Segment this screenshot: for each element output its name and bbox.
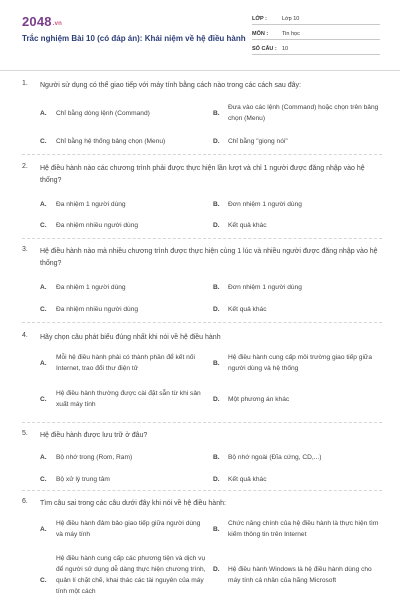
option-text: Một phương án khác	[228, 396, 290, 403]
option-text: Hệ điều hành đảm bảo giao tiếp giữa người dùng và máy tính	[56, 520, 201, 538]
option-letter: A.	[40, 201, 47, 208]
question-number: 6.	[22, 498, 28, 505]
meta-info	[252, 12, 380, 57]
meta-row-class	[252, 12, 380, 25]
option-letter: D.	[213, 396, 220, 403]
option-letter: A.	[40, 110, 47, 117]
option-text: Kết quả khác	[228, 476, 267, 483]
question-number: 5.	[22, 430, 28, 437]
question-divider	[22, 154, 382, 155]
option-text: Hệ điều hành Windows là hệ điều hành dùng cho máy tính cá nhân của hãng Microsoft	[228, 566, 372, 584]
question-text: Hãy chọn câu phát biểu đúng nhất khi nói về hệ điều hành	[40, 334, 221, 341]
question-text: Hệ điều hành nào các chương trình phải được thực hiện lần lượt và chỉ 1 người được đăng nhập vào hệ thống?	[40, 165, 365, 184]
meta-label: MÔN :	[252, 31, 269, 37]
option-letter: D.	[213, 566, 220, 573]
option-text: Bộ xử lý trung tâm	[56, 476, 110, 483]
question-number: 2.	[22, 163, 28, 170]
question-text: Hệ điều hành nào mà nhiều chương trình được thực hiện cùng 1 lúc và nhiều người được đăng nhập vào hệ thống?	[40, 248, 378, 267]
question-number: 1.	[22, 80, 28, 87]
option-letter: B.	[213, 110, 220, 117]
option-letter: D.	[213, 222, 220, 229]
option-letter: C.	[40, 222, 47, 229]
option-text: Hệ điều hành cung cấp môi trường giao tiếp giữa người dùng và hệ thống	[228, 354, 373, 372]
option-letter: C.	[40, 396, 47, 403]
option-letter: D.	[213, 306, 220, 313]
option-letter: B.	[213, 284, 220, 291]
option-letter: B.	[213, 201, 220, 208]
option-text: Chỉ bằng dòng lệnh (Command)	[56, 110, 150, 117]
option-letter: C.	[40, 577, 47, 584]
option-letter: A.	[40, 284, 47, 291]
option-text: Đa nhiệm 1 người dùng	[56, 284, 126, 291]
option-text: Đưa vào các lệnh (Command) hoặc chọn trên bảng chọn (Menu)	[228, 104, 379, 122]
option-text: Đa nhiệm nhiều người dùng	[56, 306, 139, 313]
option-letter: D.	[213, 476, 220, 483]
option-letter: D.	[213, 138, 220, 145]
question-text: Hệ điều hành được lưu trữ ở đâu?	[40, 432, 148, 439]
site-logo[interactable]	[22, 14, 62, 29]
meta-value: 10	[282, 46, 289, 52]
option-text: Đa nhiệm nhiều người dùng	[56, 222, 139, 229]
logo-text[interactable]: 2048	[22, 14, 52, 29]
option-text: Hệ điều hành cung cấp các phương tiện và dịch vụ để người sử dụng dễ dàng thực hiện chương trình, quản lí chặt chẽ, khai thác các tài nguyên của máy tính một cách	[56, 555, 206, 595]
option-text: Kết quả khác	[228, 306, 267, 313]
option-text: Chỉ bằng "giọng nói"	[228, 138, 288, 145]
option-text: Đơn nhiệm 1 người dùng	[228, 284, 302, 291]
meta-value: Tin học	[282, 31, 300, 37]
option-text: Chức năng chính của hệ điều hành là thực hiện tìm kiếm thông tin trên Internet	[228, 520, 379, 538]
logo-suffix[interactable]: .vn	[52, 21, 63, 27]
option-letter: A.	[40, 526, 47, 533]
document-title: Trắc nghiệm Bài 10 (có đáp án): Khái niệm về hệ điều hành	[22, 34, 246, 43]
header-divider	[0, 70, 400, 71]
option-letter: C.	[40, 306, 47, 313]
option-text: Chỉ bằng hệ thống bảng chọn (Menu)	[56, 138, 166, 145]
option-text: Mỗi hệ điều hành phải có thành phần để kết nối Internet, trao đổi thư điện tử	[56, 354, 195, 372]
question-divider	[22, 422, 382, 423]
option-letter: A.	[40, 454, 47, 461]
question-text: Người sử dụng có thể giao tiếp với máy tính bằng cách nào trong các cách sau đây:	[40, 82, 301, 89]
question-divider	[22, 238, 382, 239]
option-letter: B.	[213, 454, 220, 461]
question-divider	[22, 490, 382, 491]
question-number: 4.	[22, 332, 28, 339]
page-header	[0, 0, 400, 68]
option-text: Hệ điều hành thường được cài đặt sẵn từ khi sản xuất máy tính	[56, 390, 201, 408]
meta-label: LỚP :	[252, 16, 267, 22]
question-divider	[22, 322, 382, 323]
option-letter: B.	[213, 360, 220, 367]
question-number: 3.	[22, 246, 28, 253]
meta-label: SỐ CÂU :	[252, 46, 277, 52]
option-letter: C.	[40, 476, 47, 483]
question-text: Tìm câu sai trong các câu dưới đây khi nói về hệ điều hành:	[40, 500, 226, 507]
option-text: Đơn nhiệm 1 người dùng	[228, 201, 302, 208]
option-text: Bộ nhớ trong (Rom, Ram)	[56, 454, 133, 461]
meta-row-subject	[252, 27, 380, 40]
meta-value: Lớp 10	[282, 16, 300, 22]
option-letter: A.	[40, 360, 47, 367]
option-letter: B.	[213, 526, 220, 533]
option-text: Bộ nhớ ngoài (Đĩa cứng, CD,...)	[228, 454, 322, 461]
option-text: Đa nhiệm 1 người dùng	[56, 201, 126, 208]
option-text: Kết quả khác	[228, 222, 267, 229]
meta-row-count	[252, 42, 380, 55]
option-letter: C.	[40, 138, 47, 145]
